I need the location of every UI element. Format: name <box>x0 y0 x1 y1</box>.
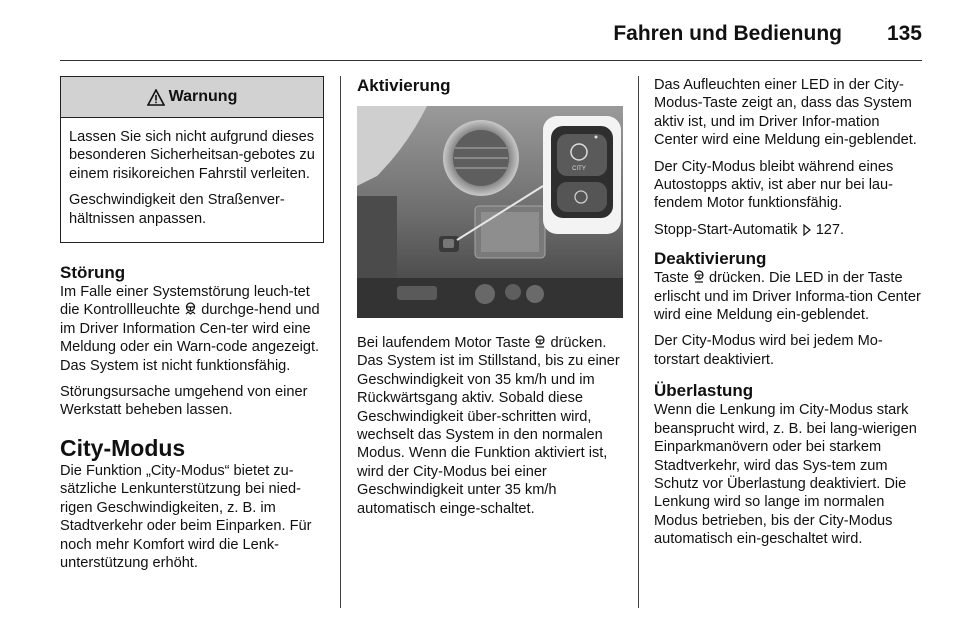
warning-body <box>61 118 323 242</box>
heading-city-modus: City-Modus <box>60 434 186 461</box>
warning-title: Warnung <box>168 88 238 105</box>
heading-ueberlastung: Überlastung <box>654 381 754 401</box>
stopp-start-link[interactable]: 127. <box>815 221 845 238</box>
autostop-paragraph: Der City-Modus bleibt während eines Autostopps aktiv, ist aber nur bei lau-fendem Motor funktionsfähig. <box>654 158 894 212</box>
stoerung-paragraph: Im Falle einer Systemstörung leuch-tet die Kontrollleuchte durchge-hend und im Driver Information Cen-ter wird eine Meldung oder ein Warn-code angezeigt. Das System ist nicht funktionsfähig. <box>60 284 320 374</box>
column-middle <box>357 76 623 526</box>
section-deaktivierung <box>654 249 922 369</box>
warning-header <box>61 77 323 118</box>
header-rule <box>60 60 922 61</box>
heading-aktivierung: Aktivierung <box>357 76 451 95</box>
deaktivierung-paragraph: Der City-Modus wird bei jedem Mo-torstart deaktiviert. <box>654 333 883 368</box>
city-mode-button-icon <box>693 270 705 284</box>
heading-stoerung: Störung <box>60 263 126 283</box>
city-modus-paragraph: Die Funktion „City-Modus“ bietet zu-sätzliche Lenkunterstützung bei nied-rigen Geschwindigkeiten, z. B. im Stadtverkehr oder beim Einparken. Für noch mehr Komfort wird die Lenk-unterstützung erhöht. <box>60 462 312 571</box>
column-divider <box>340 76 341 608</box>
button-city-label: CITY <box>572 166 586 172</box>
warning-box <box>60 76 324 243</box>
steering-warning-icon <box>184 302 197 316</box>
city-mode-button-icon <box>534 335 546 349</box>
column-left <box>60 76 324 580</box>
aktivierung-paragraph: Bei laufendem Motor Taste drücken. Das System ist im Stillstand, bis zu einer Geschwindigkeit von 35 km/h und im Rückwärtsgang aktiv. Sobald diese Geschwindigkeit über-schritten wird, wechselt das System in den normalen Modus. Wenn die Funktion aktiviert ist, wird der City-Modus bei einer Geschwindigkeit unter 35 km/h automatisch einge-schaltet. <box>357 335 620 517</box>
ueberlastung-paragraph: Wenn die Lenkung im City-Modus stark beansprucht wird, z. B. bei lang-wierigen Einparkmanövern oder bei starkem Stadtverkehr, wird das Sys-tem zum Schutz vor Überlastung deaktiviert. Die Lenkung wird so lange im normalen Modus betrieben, bis der City-Modus automatisch ein-geschaltet wird. <box>654 402 917 548</box>
section-city-modus <box>60 434 324 572</box>
header-title: Fahren und Bedienung <box>613 22 842 45</box>
column-right <box>654 76 922 557</box>
dashboard-city-button-photo <box>357 106 623 318</box>
warning-paragraph: Geschwindigkeit den Straßenver-hältnissen anpassen. <box>69 192 285 227</box>
column-divider <box>638 76 639 608</box>
section-stoerung <box>60 263 324 420</box>
page-reference-icon <box>802 224 812 236</box>
deaktivierung-paragraph: Taste drücken. Die LED in der Taste erlischt und im Driver Informa-tion Center wird eine Meldung ein-geblendet. <box>654 270 921 324</box>
page-number: 135 <box>886 22 922 45</box>
stoerung-paragraph: Störungsursache umgehend von einer Werkstatt beheben lassen. <box>60 384 308 419</box>
warning-triangle-icon <box>147 89 165 106</box>
city-led-paragraph: Das Aufleuchten einer LED in der City-Modus-Taste zeigt an, dass das System aktiv ist, und im Driver Infor-mation Center wird eine Meldung ein-geblendet. <box>654 77 917 149</box>
page-header <box>60 16 922 56</box>
warning-paragraph: Lassen Sie sich nicht aufgrund dieses besonderen Sicherheitsan-gebotes zu einem risikoreichen Fahrstil verleiten. <box>69 129 315 182</box>
section-ueberlastung <box>654 381 922 548</box>
heading-deaktivierung: Deaktivierung <box>654 249 767 269</box>
stopp-start-reference: Stopp-Start-Automatik 127. <box>654 221 845 238</box>
